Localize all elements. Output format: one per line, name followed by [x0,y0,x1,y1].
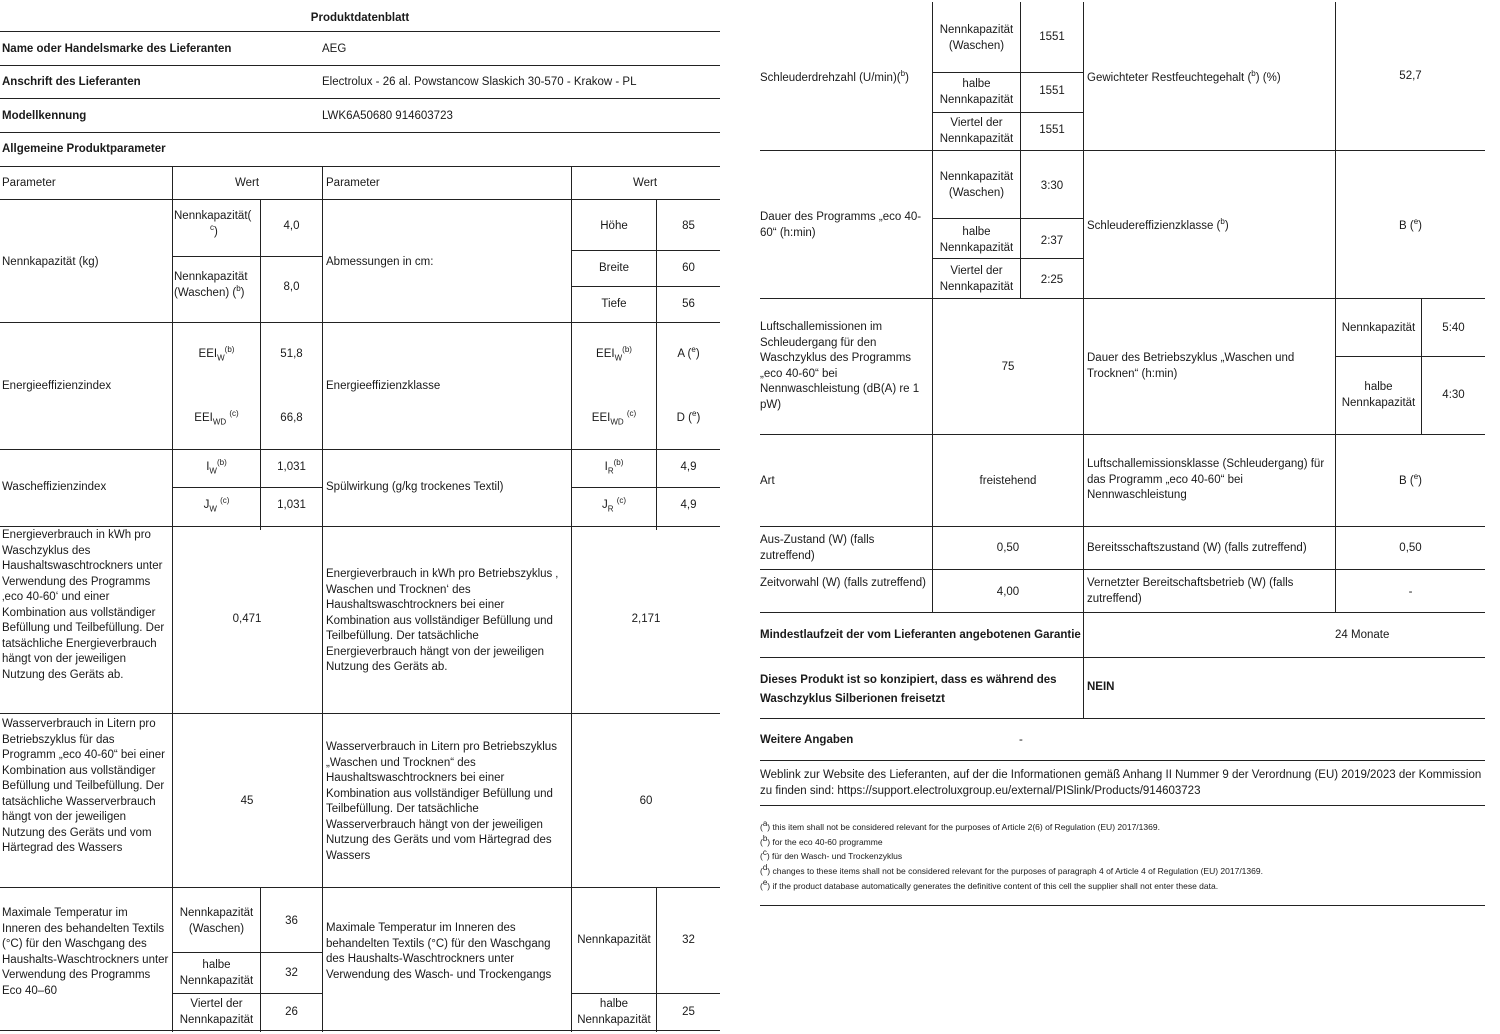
water-wash-value: 45 [240,795,254,807]
wd-half: halbe Nennkapazität [1341,381,1416,409]
warranty-label: Mindestlaufzeit der vom Lieferanten angebotenen Garantie [760,629,1081,641]
mt-cap-wash-value: 36 [285,915,298,927]
noise-class-value: B ($^e$) [1399,472,1422,487]
du-quarter-value: 2:25 [1040,274,1064,286]
col-value-2: Wert [632,177,658,189]
footnote-e: ($^e$) if the product database automatically generates the definitive content of this cell the supplier shall not enter these data. [760,878,1219,891]
height-value: 85 [682,220,695,232]
more-info-label: Weitere Angaben [760,734,854,746]
jr-param: $J_R$ $^{(c)}$ [601,496,627,514]
rated-capacity-wash: Nennkapazität (Waschen) ($^b$) [174,271,248,299]
silver-label: Dieses Produkt ist so konzipiert, dass es während des Waschzyklus Silberionen freisetzt [760,674,1057,705]
depth-value: 56 [682,298,695,310]
spin-class-value: B ($^e$) [1399,217,1422,232]
delay-label: Zeitvorwahl (W) (falls zutreffend) [760,577,926,589]
footnote-d: ($^d$) changes to these items shall not be considered relevant for the purposes of paragraph 4 of Article 4 of Regulation (EU) 2017/1369. [760,863,1263,876]
water-wash-label: Wasserverbrauch in Litern pro Betriebszyklus für das Programm „eco 40-60“ bei einer Kombination aus vollständiger Befüllung und Teilbefüllung. Der tatsächliche Wasserverbrauch hängt von der jeweiligen Nutzung des Geräts und vom Härtegrad des Wassers [2,718,165,854]
eec-w-value: A ($^e$) [677,345,700,360]
standby-value: 0,50 [1399,542,1422,554]
moisture-value: 52,7 [1399,70,1422,82]
sp-cap-value: 1551 [1039,31,1065,43]
mt-quarter: Viertel der Nennkapazität [179,998,254,1026]
spin-speed-label: Schleuderdrehzahl (U/min)($^b$) [760,69,909,84]
energy-wd-label: Energieverbrauch in kWh pro Betriebszyklus ‚ Waschen und Trocknen‘ des Haushaltswaschtrockners bei einer Kombination aus vollständiger Befüllung und Teilbefüllung. Der tatsächliche Energieverbrauch hängt von der jeweiligen Nutzung des Geräts ab. [326,568,559,673]
eei-label: Energieeffizienzindex [2,380,112,392]
du-cap-value: 3:30 [1040,180,1064,192]
moisture-label: Gewichteter Restfeuchtegehalt ($^b$) (%) [1087,69,1281,84]
du-cap: Nennkapazität (Waschen) [939,171,1014,199]
type-value: freistehend [979,475,1037,487]
off-label: Aus-Zustand (W) (falls zutreffend) [760,534,875,562]
general-params-label: Allgemeine Produktparameter [2,143,166,155]
jr-value: 4,9 [680,499,697,511]
du-half-value: 2:37 [1040,235,1064,247]
eec-wd-value: D ($^e$) [676,409,701,424]
depth-label: Tiefe [601,298,627,310]
sp-quarter-value: 1551 [1039,124,1065,136]
energy-wash-value: 0,471 [232,613,262,625]
mt-wd-half-value: 25 [682,1006,695,1018]
du-quarter: Viertel der Nennkapazität [939,265,1014,293]
water-wd-label: Wasserverbrauch in Litern pro Betriebszyklus „Waschen und Trocknen“ des Haushaltswaschtrockners bei einer Kombination aus vollständiger Befüllung und Teilbefüllung. Der tatsächliche Wasserverbrauch hängt von der jeweiligen Nutzung des Geräts und vom Härtegrad des Wassers [326,741,557,862]
off-value: 0,50 [996,542,1020,554]
mt-cap-wash: Nennkapazität (Waschen) [179,907,254,935]
address-label: Anschrift des Lieferanten [2,76,141,88]
sp-half-value: 1551 [1039,85,1065,97]
mt-wd-cap: Nennkapazität [577,934,651,946]
address-value: Electrolux - 26 al. Powstancow Slaskich 30-570 - Krakow - PL [322,76,637,88]
rated-capacity-label: Nennkapazität (kg) [2,256,99,268]
width-value: 60 [682,262,695,274]
col-value-1: Wert [234,177,260,189]
model-value: LWK6A50680 914603723 [322,110,453,122]
wd-half-value: 4:30 [1442,389,1465,401]
more-info-value: - [1019,734,1023,746]
rated-capacity-c: Nennkapazität( $^c$) [174,210,252,238]
rated-capacity-wash-value: 8,0 [283,281,300,293]
energy-wash-label: Energieverbrauch in kWh pro Waschzyklus des Haushaltswaschtrockners unter Verwendung des Programms ‚eco 40-60‘ und einer Kombination aus vollständiger Befüllung und Teilbefüllung. Der tatsächliche Energieverbrauch hängt von der jeweiligen Nutzung des Geräts ab. [2,529,165,681]
footnote-a: ($^a$) this item shall not be considered relevant for the purposes of Article 2(6) of Regulation (EU) 2017/1369. [760,819,1160,832]
height-label: Höhe [600,220,628,232]
iw-param: $I_W^{(b)}$ [206,458,227,476]
eei-wd-param: $EEI_{WD}$ $^{(c)}$ [194,409,239,427]
network-value: - [1408,586,1413,598]
model-label: Modellkennung [2,110,87,122]
footnote-b: ($^b$) for the eco 40-60 programme [760,834,883,847]
eec-wd-param: $EEI_{WD}$ $^{(c)}$ [591,409,637,427]
sheet-title: Produktdatenblatt [310,12,410,24]
sp-cap: Nennkapazität (Waschen) [939,24,1014,52]
maxtemp-wd-label: Maximale Temperatur im Inneren des behandelten Textils (°C) für den Waschgang des Haushalts-Waschtrockners unter Verwendung des Wasch- und Trockengangs [326,922,552,981]
col-param-2: Parameter [326,177,380,189]
noise-label: Luftschallemissionen im Schleudergang für den Waschzyklus des Programms „eco 40-60“ bei Nennwaschleistung (dB(A) re 1 pW) [760,321,920,411]
sp-half: halbe Nennkapazität [939,78,1014,106]
delay-value: 4,00 [996,586,1020,598]
standby-label: Bereitsschaftszustand (W) (falls zutreffend) [1087,542,1307,554]
weblink-text[interactable]: Weblink zur Website des Lieferanten, auf der die Informationen gemäß Anhang II Nummer 9 der Verordnung (EU) 2019/2023 der Kommission zu finden sind: https://support.electroluxgroup.eu/external/PISlink/Products/914603723 [760,769,1482,797]
energy-wd-value: 2,171 [631,613,661,625]
footnote-c: ($^c$) für den Wasch- und Trockenzyklus [760,848,903,861]
eei-w-value: 51,8 [280,348,303,360]
noise-value: 75 [1001,361,1015,373]
spin-class-label: Schleudereffizienzklasse ($^b$) [1087,217,1229,232]
wd-cap: Nennkapazität [1341,322,1416,334]
left-sheet [0,0,722,1034]
water-wd-value: 60 [639,795,653,807]
mt-half-value: 32 [285,967,298,979]
supplier-value: AEG [322,43,347,55]
duration-label: Dauer des Programms „eco 40-60“ (h:min) [760,211,922,239]
mt-wd-half: halbe Nennkapazität [577,998,651,1026]
rinse-label: Spülwirkung (g/kg trockenes Textil) [326,481,504,493]
width-label: Breite [598,262,630,274]
eei-wd-value: 66,8 [280,412,303,424]
warranty-value: 24 Monate [1335,629,1390,641]
col-param-1: Parameter [2,177,56,189]
du-half: halbe Nennkapazität [939,226,1014,254]
type-label: Art [760,475,775,487]
jw-value: 1,031 [277,499,306,511]
silver-value: NEIN [1087,681,1115,693]
maxtemp-wash-label: Maximale Temperatur im Inneren des behandelten Textils (°C) für den Waschgang des Haushalts-Waschtrockners unter Verwendung des Programms Eco 40–60 [2,907,169,997]
ir-value: 4,9 [680,461,697,473]
mt-wd-cap-value: 32 [682,934,695,946]
mt-half: halbe Nennkapazität [179,959,254,987]
eec-w-param: $EEI_W^{(b)}$ [596,345,632,363]
eei-w-param: $EEI_W^{(b)}$ [198,345,235,363]
supplier-label: Name oder Handelsmarke des Lieferanten [2,43,232,55]
mt-quarter-value: 26 [285,1006,298,1018]
ir-param: $I_R^{(b)}$ [604,458,624,476]
wash-index-label: Wascheffizienzindex [2,481,107,493]
wd-cap-value: 5:40 [1442,322,1465,334]
dimensions-label: Abmessungen in cm: [326,256,434,268]
network-label: Vernetzter Bereitschaftsbetrieb (W) (falls zutreffend) [1087,577,1294,605]
eec-label: Energieeffizienzklasse [326,380,441,392]
wd-duration-label: Dauer des Betriebszyklus „Waschen und Trocknen“ (h:min) [1087,352,1295,380]
noise-class-label: Luftschallemissionsklasse (Schleudergang) für das Programm „eco 40-60“ bei Nennwaschleistung [1087,458,1325,501]
jw-param: $J_W$ $^{(c)}$ [203,496,230,514]
right-sheet [740,0,1500,1034]
iw-value: 1,031 [277,461,306,473]
rated-capacity-c-value: 4,0 [283,220,300,232]
sp-quarter: Viertel der Nennkapazität [939,117,1014,145]
